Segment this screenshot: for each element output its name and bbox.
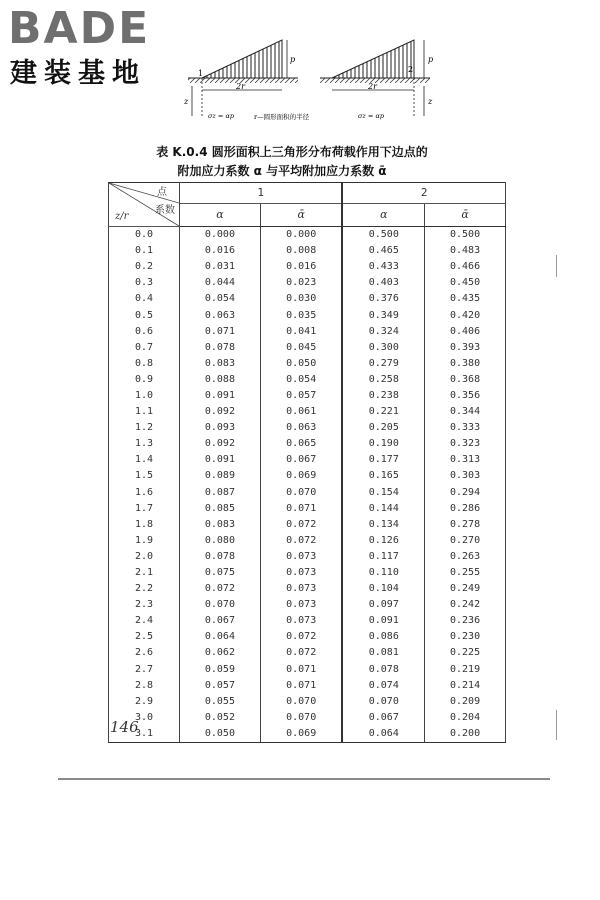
brand-logo <box>6 4 174 90</box>
value-cell: 0.054 <box>260 372 342 388</box>
point-header-2: 2 <box>342 183 505 204</box>
value-cell: 0.465 <box>342 243 424 259</box>
value-cell: 0.078 <box>204 550 235 562</box>
value-cell: 0.356 <box>425 388 506 404</box>
value-cell: 0.380 <box>425 356 506 372</box>
value-cell: 0.000 <box>260 227 342 244</box>
right-width-label: 2r <box>368 82 377 91</box>
zr-cell: 0.0 <box>109 227 180 244</box>
value-cell: 0.087 <box>204 486 235 498</box>
load-diagrams-svg <box>170 38 470 133</box>
load-diagrams <box>170 38 470 133</box>
value-cell: 0.104 <box>342 581 424 597</box>
table-row <box>109 227 506 244</box>
value-cell: 0.393 <box>425 340 506 356</box>
value-cell: 0.236 <box>425 613 506 629</box>
value-cell: 0.073 <box>260 613 342 629</box>
value-cell: 0.154 <box>342 485 424 501</box>
table-row <box>109 629 506 645</box>
value-cell: 0.270 <box>425 533 506 549</box>
value-cell: 0.279 <box>342 356 424 372</box>
value-cell: 0.230 <box>425 629 506 645</box>
value-cell: 0.067 <box>260 452 342 468</box>
value-cell: 0.069 <box>260 726 342 743</box>
right-stress-label: σz = αp <box>358 112 384 120</box>
zr-cell: 1.9 <box>109 533 180 549</box>
value-cell: 0.065 <box>260 436 342 452</box>
value-cell: 0.313 <box>425 452 506 468</box>
value-cell: 0.165 <box>342 468 424 484</box>
scan-mark <box>556 710 557 740</box>
value-cell: 0.072 <box>204 583 235 595</box>
table-row <box>109 613 506 629</box>
value-cell: 0.067 <box>204 615 235 627</box>
zr-cell: 1.1 <box>109 404 180 420</box>
sub-header-avg-alpha-2: ᾱ <box>425 204 506 227</box>
value-cell: 0.144 <box>342 501 424 517</box>
value-cell: 0.063 <box>260 420 342 436</box>
value-cell: 0.242 <box>425 597 506 613</box>
table-row <box>109 485 506 501</box>
left-stress-label: σz = αp <box>208 112 234 120</box>
value-cell: 0.177 <box>342 452 424 468</box>
value-cell: 0.303 <box>425 468 506 484</box>
table-row <box>109 694 506 710</box>
value-cell: 0.071 <box>260 662 342 678</box>
value-cell: 0.324 <box>342 324 424 340</box>
corner-point-label: 点 <box>157 187 167 198</box>
value-cell: 0.071 <box>260 678 342 694</box>
zr-cell: 0.2 <box>109 259 180 275</box>
right-diagram <box>320 40 433 120</box>
value-cell: 0.300 <box>342 340 424 356</box>
zr-cell: 1.6 <box>109 485 180 501</box>
value-cell: 0.286 <box>425 501 506 517</box>
value-cell: 0.041 <box>260 324 342 340</box>
table-row <box>109 420 506 436</box>
value-cell: 0.450 <box>425 275 506 291</box>
value-cell: 0.044 <box>204 277 235 289</box>
value-cell: 0.323 <box>425 436 506 452</box>
value-cell: 0.062 <box>204 647 235 659</box>
value-cell: 0.031 <box>204 261 235 273</box>
value-cell: 0.050 <box>180 726 261 743</box>
left-load-label: p <box>290 55 296 64</box>
value-cell: 0.073 <box>260 565 342 581</box>
zr-cell: 2.0 <box>109 549 180 565</box>
zr-cell: 3.1 <box>109 726 180 743</box>
zr-cell: 2.2 <box>109 581 180 597</box>
value-cell: 0.091 <box>342 613 424 629</box>
table-row <box>109 565 506 581</box>
value-cell: 0.067 <box>342 710 424 726</box>
value-cell: 0.086 <box>342 629 424 645</box>
value-cell: 0.078 <box>342 662 424 678</box>
value-cell: 0.070 <box>204 599 235 611</box>
value-cell: 0.435 <box>425 291 506 307</box>
value-cell: 0.045 <box>260 340 342 356</box>
value-cell: 0.085 <box>204 502 235 514</box>
zr-cell: 1.3 <box>109 436 180 452</box>
zr-cell: 2.6 <box>109 645 180 661</box>
table-row <box>109 678 506 694</box>
value-cell: 0.344 <box>425 404 506 420</box>
table-row <box>109 549 506 565</box>
value-cell: 0.023 <box>260 275 342 291</box>
value-cell: 0.055 <box>204 695 235 707</box>
table-row <box>109 726 506 743</box>
table-row <box>109 356 506 372</box>
table-row <box>109 645 506 661</box>
value-cell: 0.406 <box>425 324 506 340</box>
logo-brand-text: BADE <box>8 3 151 54</box>
table-corner-cell <box>109 183 180 227</box>
value-cell: 0.190 <box>342 436 424 452</box>
value-cell: 0.238 <box>342 388 424 404</box>
value-cell: 0.059 <box>204 663 235 675</box>
value-cell: 0.070 <box>260 485 342 501</box>
value-cell: 0.225 <box>425 645 506 661</box>
value-cell: 0.221 <box>342 404 424 420</box>
value-cell: 0.097 <box>342 597 424 613</box>
zr-cell: 1.0 <box>109 388 180 404</box>
value-cell: 0.070 <box>260 710 342 726</box>
value-cell: 0.249 <box>425 581 506 597</box>
zr-cell: 2.8 <box>109 678 180 694</box>
value-cell: 0.420 <box>425 307 506 323</box>
sub-header-avg-alpha-1: ᾱ <box>260 204 342 227</box>
value-cell: 0.083 <box>204 357 235 369</box>
value-cell: 0.333 <box>425 420 506 436</box>
zr-cell: 2.3 <box>109 597 180 613</box>
value-cell: 0.091 <box>204 389 235 401</box>
table-row <box>109 340 506 356</box>
value-cell: 0.016 <box>260 259 342 275</box>
value-cell: 0.205 <box>342 420 424 436</box>
value-cell: 0.072 <box>260 533 342 549</box>
table-row <box>109 307 506 323</box>
zr-cell: 1.5 <box>109 468 180 484</box>
table-caption-line1: 表 K.0.4 圆形面积上三角形分布荷载作用下边点的 <box>156 145 428 159</box>
table-row <box>109 372 506 388</box>
table-row <box>109 597 506 613</box>
value-cell: 0.255 <box>425 565 506 581</box>
value-cell: 0.075 <box>204 567 235 579</box>
value-cell: 0.016 <box>204 245 235 257</box>
value-cell: 0.073 <box>260 597 342 613</box>
value-cell: 0.008 <box>260 243 342 259</box>
value-cell: 0.214 <box>425 678 506 694</box>
value-cell: 0.071 <box>260 501 342 517</box>
value-cell: 0.054 <box>204 293 235 305</box>
table-row <box>109 324 506 340</box>
table-row <box>109 243 506 259</box>
value-cell: 0.063 <box>204 309 235 321</box>
coefficient-table <box>108 182 506 743</box>
left-depth-label: z <box>184 97 189 106</box>
value-cell: 0.089 <box>204 470 235 482</box>
table-row <box>109 662 506 678</box>
value-cell: 0.091 <box>204 454 235 466</box>
value-cell: 0.030 <box>260 291 342 307</box>
left-diagram <box>183 40 298 120</box>
value-cell: 0.500 <box>342 227 424 244</box>
value-cell: 0.368 <box>425 372 506 388</box>
zr-cell: 0.6 <box>109 324 180 340</box>
table-row <box>109 436 506 452</box>
value-cell: 0.070 <box>260 694 342 710</box>
value-cell: 0.061 <box>260 404 342 420</box>
value-cell: 0.080 <box>204 534 235 546</box>
value-cell: 0.376 <box>342 291 424 307</box>
value-cell: 0.500 <box>425 227 506 244</box>
value-cell: 0.403 <box>342 275 424 291</box>
zr-cell: 2.7 <box>109 662 180 678</box>
value-cell: 0.278 <box>425 517 506 533</box>
zr-cell: 2.1 <box>109 565 180 581</box>
table-row <box>109 581 506 597</box>
zr-cell: 2.4 <box>109 613 180 629</box>
value-cell: 0.071 <box>204 325 235 337</box>
table-row <box>109 533 506 549</box>
table-row <box>109 259 506 275</box>
table-row <box>109 388 506 404</box>
sub-header-alpha-1: α <box>180 204 261 227</box>
value-cell: 0.072 <box>260 629 342 645</box>
value-cell: 0.092 <box>204 438 235 450</box>
table-body <box>109 227 506 743</box>
point-header-1: 1 <box>180 183 343 204</box>
value-cell: 0.000 <box>204 229 235 241</box>
value-cell: 0.134 <box>342 517 424 533</box>
corner-coef-label: 系数 <box>155 205 175 216</box>
value-cell: 0.064 <box>342 726 424 743</box>
value-cell: 0.074 <box>342 678 424 694</box>
left-point-label: 1 <box>198 69 204 78</box>
value-cell: 0.126 <box>342 533 424 549</box>
zr-cell: 0.4 <box>109 291 180 307</box>
corner-zr-label: z/r <box>115 211 129 222</box>
sub-header-alpha-2: α <box>342 204 424 227</box>
value-cell: 0.258 <box>342 372 424 388</box>
table-row <box>109 275 506 291</box>
right-triangle-load <box>332 40 414 78</box>
value-cell: 0.050 <box>260 356 342 372</box>
left-width-label: 2r <box>236 82 245 91</box>
value-cell: 0.204 <box>425 710 506 726</box>
value-cell: 0.081 <box>342 645 424 661</box>
value-cell: 0.073 <box>260 581 342 597</box>
zr-cell: 1.7 <box>109 501 180 517</box>
value-cell: 0.064 <box>204 631 235 643</box>
value-cell: 0.349 <box>342 307 424 323</box>
zr-cell: 2.5 <box>109 629 180 645</box>
value-cell: 0.073 <box>260 549 342 565</box>
value-cell: 0.110 <box>342 565 424 581</box>
right-point-label: 2 <box>408 65 414 74</box>
value-cell: 0.078 <box>204 341 235 353</box>
value-cell: 0.117 <box>342 549 424 565</box>
value-cell: 0.035 <box>260 307 342 323</box>
value-cell: 0.209 <box>425 694 506 710</box>
zr-cell: 0.5 <box>109 307 180 323</box>
zr-cell: 0.7 <box>109 340 180 356</box>
right-depth-label: z <box>428 97 433 106</box>
left-triangle-load <box>202 40 282 78</box>
value-cell: 0.057 <box>260 388 342 404</box>
value-cell: 0.070 <box>342 694 424 710</box>
bottom-rule <box>58 778 550 780</box>
figure-note: r—圆形面积的半径 <box>254 113 310 121</box>
zr-cell: 0.9 <box>109 372 180 388</box>
table-row <box>109 452 506 468</box>
table-caption-line2: 附加应力系数 α 与平均附加应力系数 ᾱ <box>177 164 387 178</box>
value-cell: 0.466 <box>425 259 506 275</box>
value-cell: 0.092 <box>204 406 235 418</box>
table-row <box>109 468 506 484</box>
zr-cell: 0.1 <box>109 243 180 259</box>
value-cell: 0.219 <box>425 662 506 678</box>
scan-mark <box>556 255 557 277</box>
value-cell: 0.093 <box>204 422 235 434</box>
table-row <box>109 517 506 533</box>
value-cell: 0.483 <box>425 243 506 259</box>
value-cell: 0.200 <box>425 726 506 743</box>
table-row <box>109 710 506 726</box>
value-cell: 0.057 <box>204 679 235 691</box>
zr-cell: 0.3 <box>109 275 180 291</box>
value-cell: 0.069 <box>260 468 342 484</box>
right-load-label: p <box>428 55 434 64</box>
zr-cell: 2.9 <box>109 694 180 710</box>
value-cell: 0.263 <box>425 549 506 565</box>
zr-cell: 3.0 <box>109 710 180 726</box>
table-row <box>109 291 506 307</box>
value-cell: 0.052 <box>204 711 235 723</box>
value-cell: 0.088 <box>204 373 235 385</box>
zr-cell: 0.8 <box>109 356 180 372</box>
value-cell: 0.433 <box>342 259 424 275</box>
table-row <box>109 501 506 517</box>
table-row <box>109 404 506 420</box>
value-cell: 0.072 <box>260 517 342 533</box>
zr-cell: 1.2 <box>109 420 180 436</box>
page-number: 146 <box>110 718 139 736</box>
value-cell: 0.294 <box>425 485 506 501</box>
logo-subtitle: 建装基地 <box>10 58 146 89</box>
value-cell: 0.072 <box>260 645 342 661</box>
zr-cell: 1.8 <box>109 517 180 533</box>
value-cell: 0.083 <box>204 518 235 530</box>
zr-cell: 1.4 <box>109 452 180 468</box>
